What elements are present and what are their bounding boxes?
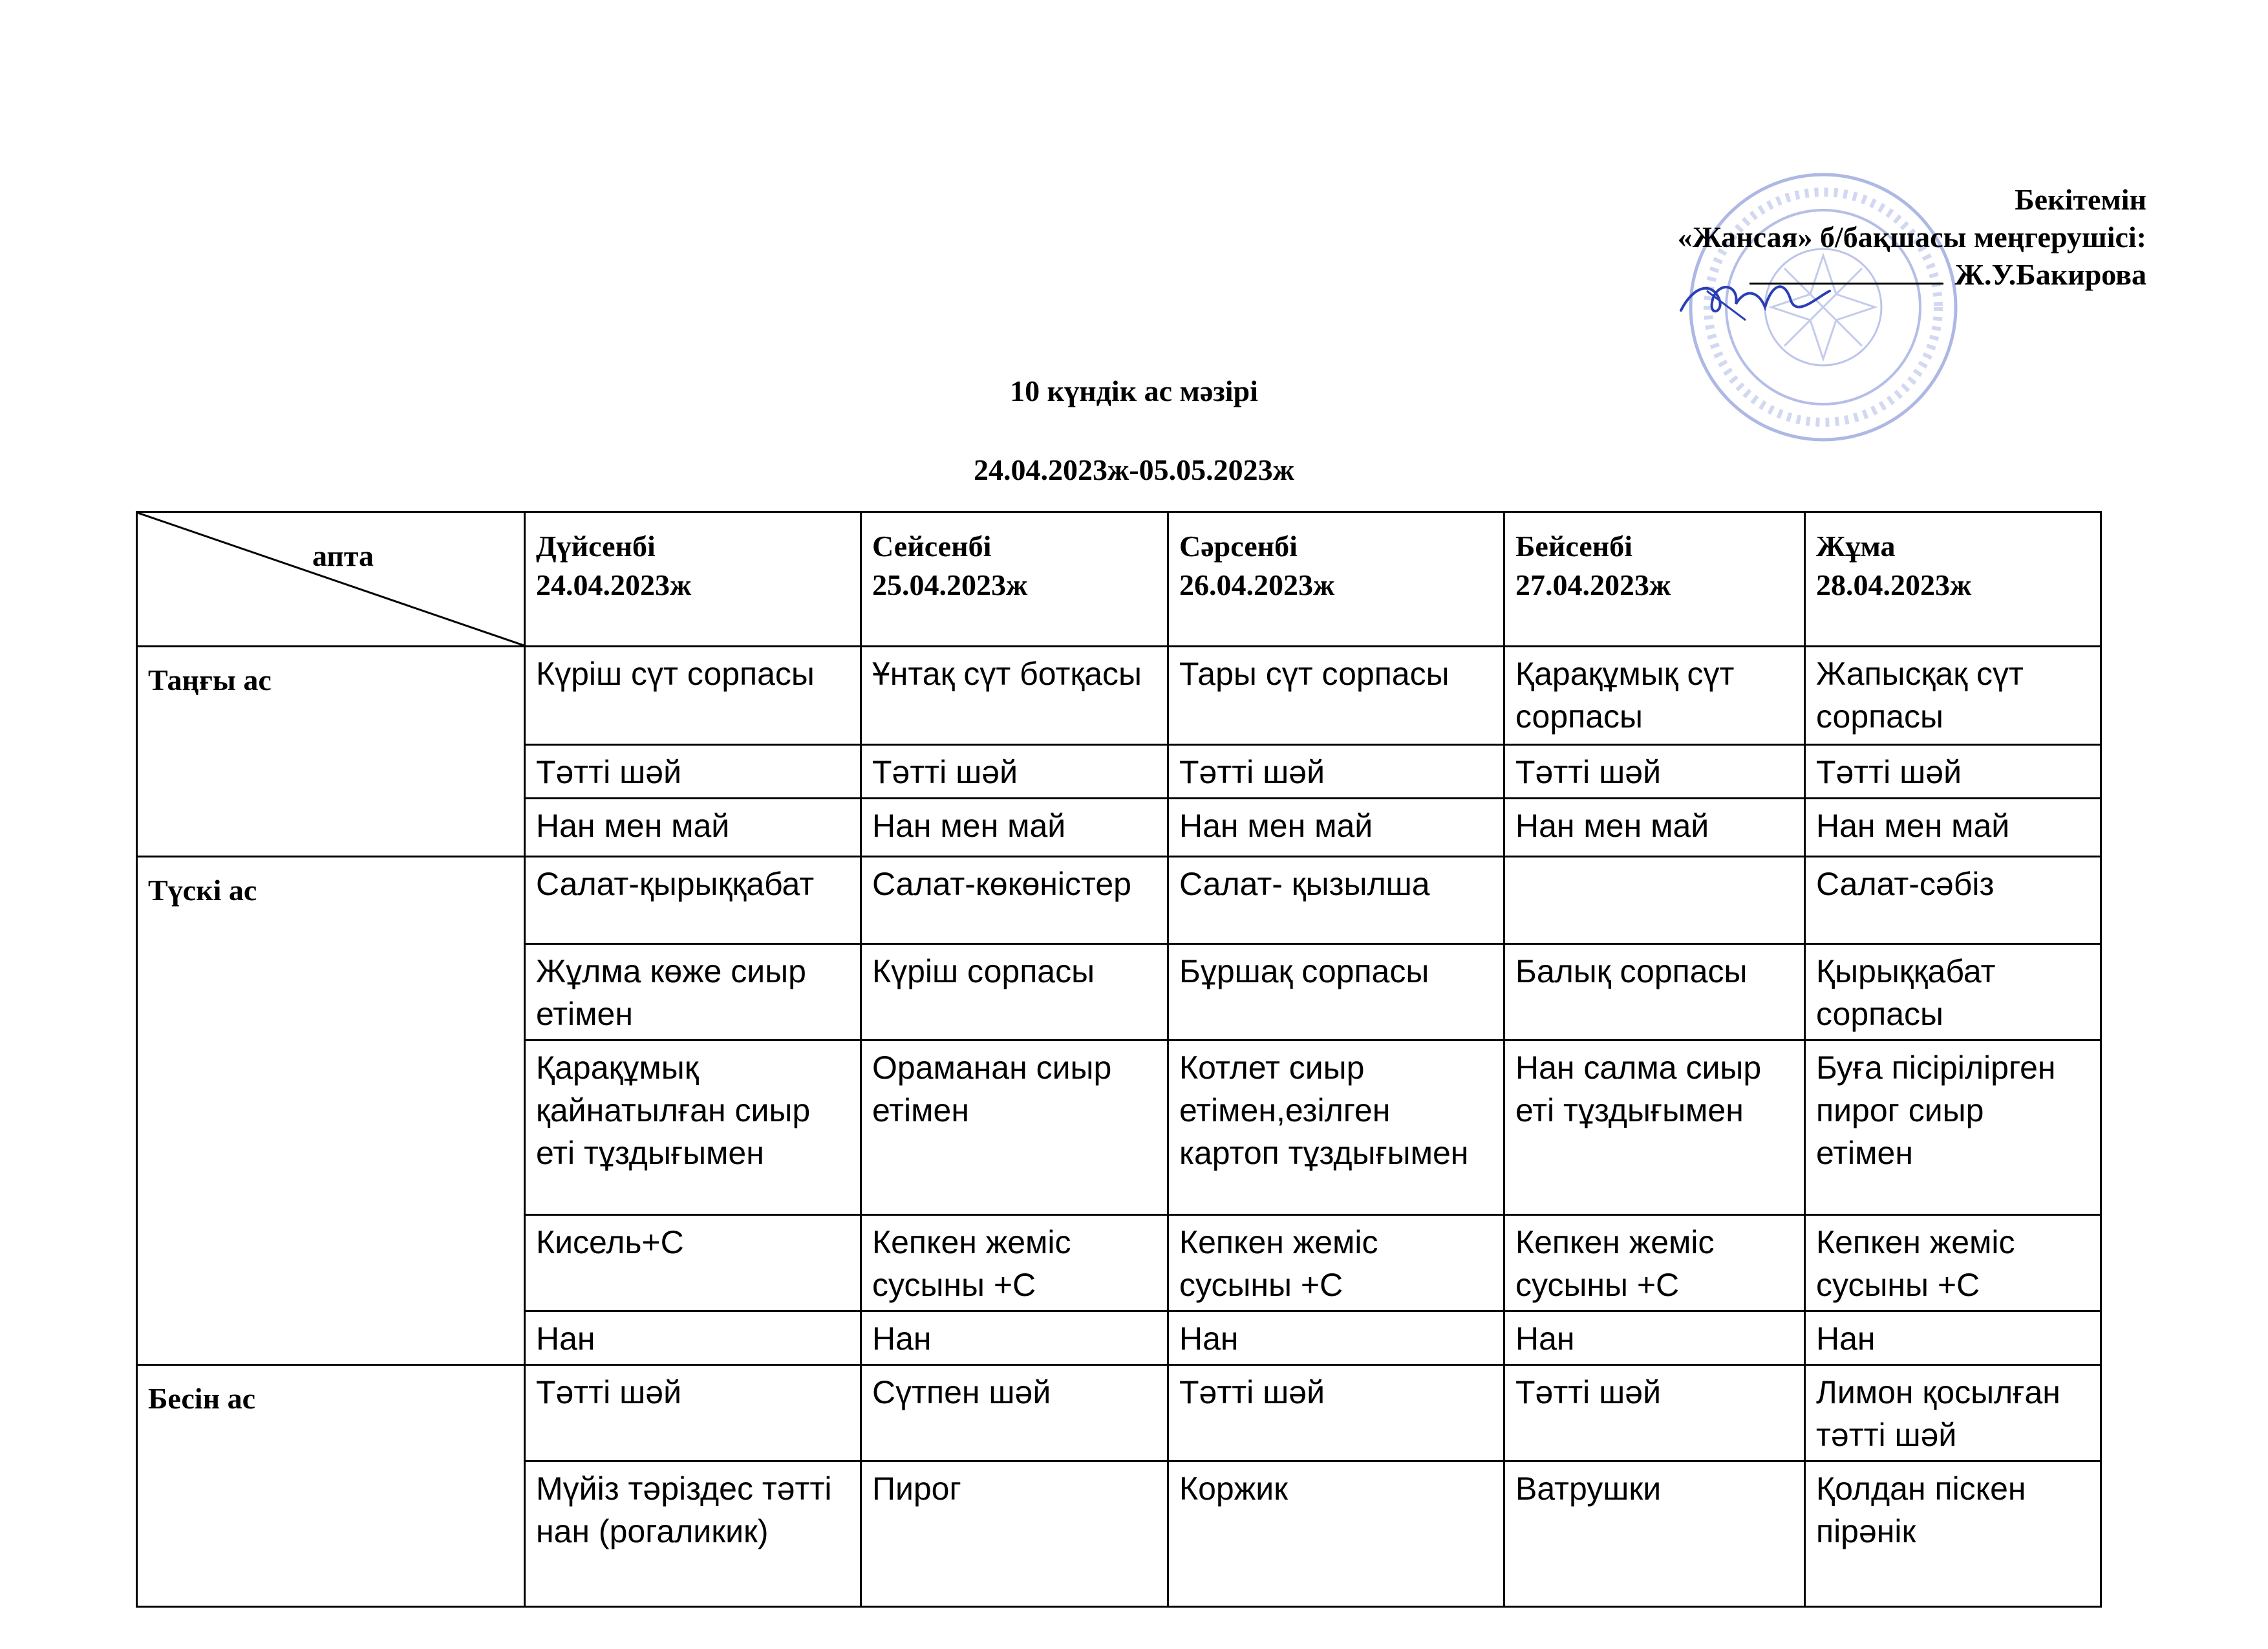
- approval-position: «Жансая» б/бақшасы меңгерушісі:: [1677, 221, 2146, 253]
- signatory-name: Ж.У.Бакирова: [1954, 258, 2146, 291]
- menu-cell: Бұршақ сорпасы: [1168, 944, 1504, 1040]
- menu-cell: Жұлма көже сиыр етімен: [525, 944, 861, 1040]
- menu-cell: Тәтті шәй: [1504, 745, 1805, 799]
- menu-table: [136, 511, 2102, 1608]
- menu-cell: Ұнтақ сүт ботқасы: [861, 647, 1168, 745]
- menu-cell: Нан: [1168, 1311, 1504, 1365]
- menu-cell: Күріш сүт сорпасы: [525, 647, 861, 745]
- day-header: [1504, 512, 1805, 647]
- approval-signatory: [1422, 256, 2146, 294]
- day-date: 26.04.2023ж: [1179, 568, 1335, 601]
- day-header: [1805, 512, 2101, 647]
- date-range: 24.04.2023ж-05.05.2023ж: [973, 453, 1295, 486]
- approval-block: [1422, 181, 2146, 294]
- menu-cell: Салат-көкөністер: [861, 857, 1168, 944]
- menu-cell: Тәтті шәй: [1168, 745, 1504, 799]
- day-name: Дүйсенбі: [536, 530, 656, 563]
- menu-cell: Күріш сорпасы: [861, 944, 1168, 1040]
- week-label: апта: [312, 539, 374, 572]
- table-row: [137, 1365, 2101, 1461]
- menu-cell: [1504, 857, 1805, 944]
- menu-cell: Кепкен жеміс сусыны +С: [1805, 1215, 2101, 1311]
- menu-cell: Салат- қызылша: [1168, 857, 1504, 944]
- menu-cell: Тәтті шәй: [861, 745, 1168, 799]
- menu-cell: Нан мен май: [525, 799, 861, 857]
- menu-cell: Тәтті шәй: [525, 745, 861, 799]
- meal-name: Түскі ас: [137, 857, 525, 1365]
- menu-cell: Тары сүт сорпасы: [1168, 647, 1504, 745]
- menu-cell: Тәтті шәй: [1168, 1365, 1504, 1461]
- menu-cell: Нан: [1805, 1311, 2101, 1365]
- menu-cell: Кисель+С: [525, 1215, 861, 1311]
- day-name: Жұма: [1816, 530, 1896, 563]
- menu-cell: Қарақұмық қайнатылған сиыр еті тұздығымен: [525, 1040, 861, 1215]
- day-date: 25.04.2023ж: [872, 568, 1028, 601]
- menu-cell: Нан: [525, 1311, 861, 1365]
- day-header: [1168, 512, 1504, 647]
- day-name: Бейсенбі: [1515, 530, 1633, 563]
- menu-cell: Буға пісірілірген пирог сиыр етімен: [1805, 1040, 2101, 1215]
- menu-cell: Нан мен май: [1504, 799, 1805, 857]
- menu-cell: Нан мен май: [1168, 799, 1504, 857]
- menu-cell: Қарақұмық сүт сорпасы: [1504, 647, 1805, 745]
- menu-cell: Салат-сәбіз: [1805, 857, 2101, 944]
- menu-cell: Балық сорпасы: [1504, 944, 1805, 1040]
- day-name: Сәрсенбі: [1179, 530, 1298, 563]
- meal-name: Бесін ас: [137, 1365, 525, 1607]
- menu-cell: Салат-қырыққабат: [525, 857, 861, 944]
- menu-cell: Тәтті шәй: [1805, 745, 2101, 799]
- menu-cell: Тәтті шәй: [1504, 1365, 1805, 1461]
- menu-cell: Қолдан піскен пірәнік: [1805, 1461, 2101, 1607]
- diagonal-divider: [138, 513, 524, 645]
- day-date: 27.04.2023ж: [1515, 568, 1671, 601]
- menu-cell: Сүтпен шәй: [861, 1365, 1168, 1461]
- menu-cell: Лимон қосылған тәтті шәй: [1805, 1365, 2101, 1461]
- menu-cell: Мүйіз тәріздес тәтті нан (рогаликик): [525, 1461, 861, 1607]
- menu-cell: Нан: [1504, 1311, 1805, 1365]
- corner-cell: [137, 512, 525, 647]
- menu-cell: Ораманан сиыр етімен: [861, 1040, 1168, 1215]
- menu-cell: Кепкен жеміс сусыны +С: [861, 1215, 1168, 1311]
- menu-cell: Қырыққабат сорпасы: [1805, 944, 2101, 1040]
- menu-cell: Нан: [861, 1311, 1168, 1365]
- menu-cell: Жапысқақ сүт сорпасы: [1805, 647, 2101, 745]
- menu-cell: Нан салма сиыр еті тұздығымен: [1504, 1040, 1805, 1215]
- day-name: Сейсенбі: [872, 530, 992, 563]
- header-row: [137, 512, 2101, 647]
- day-header: [525, 512, 861, 647]
- table-row: [137, 857, 2101, 944]
- menu-cell: Тәтті шәй: [525, 1365, 861, 1461]
- menu-cell: Котлет сиыр етімен,езілген картоп тұздығымен: [1168, 1040, 1504, 1215]
- menu-cell: Нан мен май: [861, 799, 1168, 857]
- menu-cell: Кепкен жеміс сусыны +С: [1168, 1215, 1504, 1311]
- table-row: [137, 647, 2101, 745]
- menu-cell: Пирог: [861, 1461, 1168, 1607]
- menu-cell: Ватрушки: [1504, 1461, 1805, 1607]
- day-header: [861, 512, 1168, 647]
- day-date: 24.04.2023ж: [536, 568, 692, 601]
- day-date: 28.04.2023ж: [1816, 568, 1972, 601]
- approval-heading: Бекітемін: [2015, 183, 2146, 216]
- menu-cell: Коржик: [1168, 1461, 1504, 1607]
- menu-cell: Нан мен май: [1805, 799, 2101, 857]
- meal-name: Таңғы ас: [137, 647, 525, 857]
- document-title: 10 күндік ас мәзірі: [1010, 374, 1258, 407]
- signature-line: [1749, 257, 1943, 285]
- menu-cell: Кепкен жеміс сусыны +С: [1504, 1215, 1805, 1311]
